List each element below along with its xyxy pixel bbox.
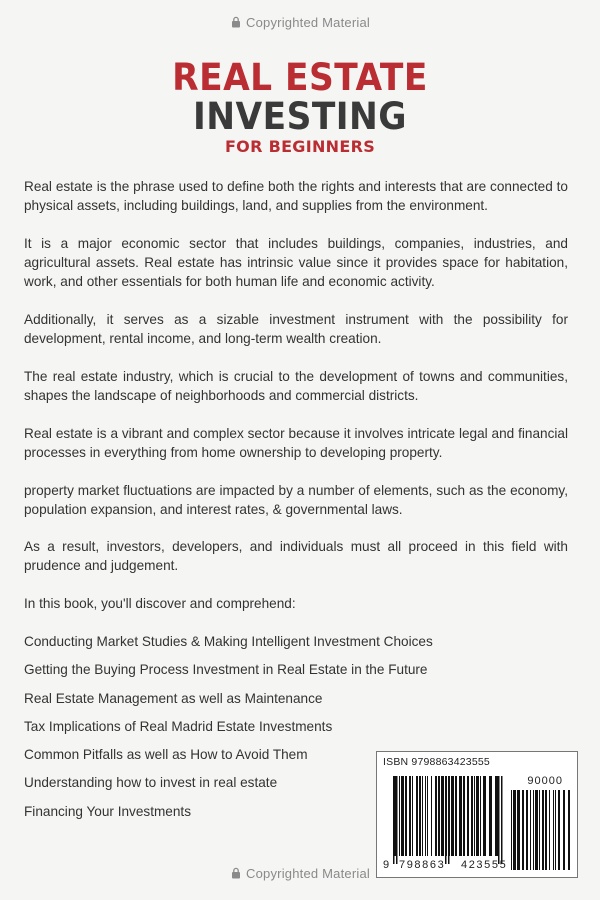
paragraph-text: property market fluctuations are impacted by a number of elements, such as the economy, population expansion, and interest rates, & governmental laws. (24, 483, 568, 517)
barcode-bar (530, 790, 531, 870)
watermark-text: Copyrighted Material (246, 15, 370, 30)
barcode-guard-bar (445, 776, 447, 864)
barcode-bar (451, 776, 454, 856)
topic-item: Conducting Market Studies & Making Intelligent Investment Choices (24, 634, 433, 649)
barcode-bar (495, 776, 498, 856)
copyright-watermark-top (0, 15, 600, 30)
barcode-bar (539, 790, 540, 870)
topic-item: Financing Your Investments (24, 803, 192, 819)
topic-item: Understanding how to invest in real estate (24, 775, 278, 791)
barcode-guard-bar (501, 776, 503, 864)
lock-icon (230, 867, 242, 879)
barcode-bar (471, 776, 473, 856)
barcode-bar (438, 776, 440, 856)
barcode-bar (489, 776, 492, 856)
watermark-text: Copyrighted Material (246, 866, 370, 881)
barcode-bar (545, 790, 547, 870)
barcode-bar (427, 776, 428, 856)
barcode-bar (517, 790, 520, 870)
paragraph-text: As a result, investors, developers, and individuals must all proceed in this field with prudence and judgement. (24, 539, 568, 573)
barcode-bar (533, 790, 534, 870)
barcode-bar (419, 776, 421, 856)
barcode-bar (425, 776, 426, 856)
paragraph-2 (24, 234, 568, 291)
barcode-bar (563, 790, 565, 870)
barcode-bar (480, 776, 481, 856)
barcode-guard-bar (498, 776, 500, 864)
barcode-bar (459, 776, 462, 856)
barcode-bar (526, 790, 528, 870)
barcode-bar (549, 790, 550, 870)
barcode-bar (553, 790, 554, 870)
barcode-bar (441, 776, 444, 856)
barcode-bar (405, 776, 407, 856)
paragraph-6 (24, 481, 568, 519)
barcode-guard-bar (393, 776, 395, 864)
barcode-guard-bar (396, 776, 398, 864)
barcode-bar (535, 790, 538, 870)
topic-item: Getting the Buying Process Investment in Real Estate in the Future (24, 662, 428, 678)
lock-icon (230, 16, 242, 28)
barcode-digits-group1: 798863 (399, 859, 446, 871)
isbn-barcode (376, 751, 578, 878)
book-title (0, 58, 600, 158)
paragraph-1 (24, 177, 568, 215)
paragraph-7 (24, 537, 568, 575)
title-line-real-estate: REAL ESTATE (172, 56, 428, 99)
barcode-bar (431, 776, 432, 856)
paragraph-text: Real estate is a vibrant and complex sector because it involves intricate legal and financial processes in everything from home ownership to developing property. (24, 426, 568, 460)
paragraph-text: The real estate industry, which is crucial to the development of towns and communities, shapes the landscape of neighborhoods and commercial districts. (24, 369, 568, 403)
paragraph-5 (24, 424, 568, 462)
topic-item: Tax Implications of Real Madrid Estate Investments (24, 718, 333, 734)
barcode-bar (511, 790, 512, 870)
paragraph-4 (24, 367, 568, 405)
barcode-bar (558, 790, 560, 870)
barcode-bar (476, 776, 479, 856)
barcode-bar (401, 776, 404, 856)
topic-item: Common Pitfalls as well as How to Avoid Them (24, 747, 308, 763)
barcode-bar (412, 776, 413, 856)
barcode-bar (416, 776, 418, 856)
title-line-investing: INVESTING (192, 95, 408, 138)
paragraph-text: Real estate is the phrase used to define both the rights and interests that are connected to physical assets, including buildings, land, and supplies from the environment. (24, 179, 568, 213)
barcode-digit-first: 9 (383, 859, 391, 871)
price-code: 90000 (527, 775, 563, 787)
barcode-guard-bar (448, 776, 450, 864)
paragraph-3 (24, 310, 568, 348)
barcode-bar (422, 776, 423, 856)
barcode-digits-group2: 423555 (461, 859, 508, 871)
barcode-bar (555, 790, 556, 870)
barcode-bar (542, 790, 544, 870)
copyright-watermark-bottom (0, 866, 600, 881)
topic-item: Real Estate Management as well as Maintenance (24, 690, 323, 706)
barcode-bar (455, 776, 457, 856)
paragraph-text: Additionally, it serves as a sizable investment instrument with the possibility for development, rental income, and long-term wealth creation. (24, 312, 568, 346)
barcode-bar (522, 790, 524, 870)
barcode-bar (513, 790, 516, 870)
barcode-bar (483, 776, 486, 856)
title-line-for-beginners: FOR BEGINNERS (224, 137, 376, 156)
barcode-bar (399, 776, 400, 856)
barcode-bar (463, 776, 465, 856)
barcode-bar (409, 776, 411, 856)
barcode-bar (467, 776, 469, 856)
intro-text: In this book, you'll discover and comprehend: (24, 596, 296, 611)
paragraph-text: It is a major economic sector that includes buildings, companies, industries, and agricultural assets. Real estate has intrinsic value since it provides space for habitation, work, and other essentials for both human life and economic activity. (24, 236, 568, 289)
barcode-bar (435, 776, 437, 856)
topics-list (24, 632, 433, 830)
isbn-label: ISBN 9798863423555 (383, 756, 490, 768)
topics-intro (24, 594, 568, 613)
barcode-bar (474, 776, 475, 856)
barcode-bar (568, 790, 570, 870)
